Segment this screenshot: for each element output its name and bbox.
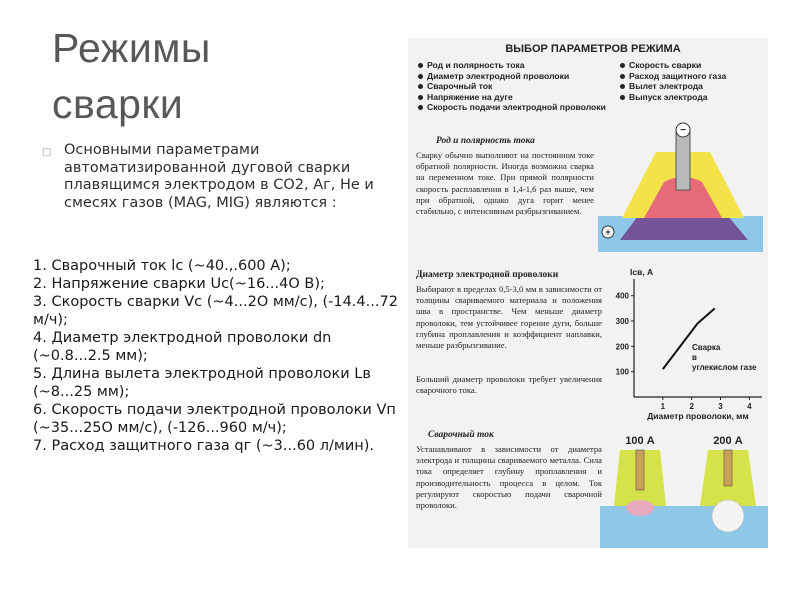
figure-list-item: Род и полярность тока (418, 60, 618, 71)
chart-y-tick-label: 100 (615, 367, 629, 377)
figure-title: ВЫБОР ПАРАМЕТРОВ РЕЖИМА (505, 43, 681, 55)
figure-list-item: Напряжение на дуге (418, 92, 618, 103)
param-item: 7. Расход защитного газа qг (~3...60 л/мин). (33, 438, 375, 454)
bullet-icon: □ (42, 147, 52, 158)
section-text-diameter-2: Больший диаметр проволоки требует увеличения сварочного тока. (416, 374, 602, 396)
electrode-100a (636, 450, 644, 490)
intro-text: Основными параметрами автоматизированной дуговой сварки плавящимся электродом в СО2, Аг, Не и смесях газов (MAG, MIG) являются : (64, 142, 374, 211)
param-item: 2. Напряжение сварки Uc(~16...4O В); (33, 276, 325, 292)
param-item: 3. Скорость сварки Vc (~4...2O мм/с), (-14.4...72 м/ч); (33, 294, 398, 328)
param-item: 6. Скорость подачи электродной проволоки Vп (~35...25О мм/с), (-126...960 м/ч); (33, 402, 396, 436)
params-list (33, 257, 405, 455)
plus-sign: + (605, 227, 611, 237)
page-title (52, 20, 211, 132)
chart-y-tick-label: 300 (615, 317, 629, 326)
chart-x-tick-label: 3 (718, 402, 723, 411)
section-text-diameter: Выбирают в пределах 0,5-3,0 мм в зависимости от толщины свариваемого материала и положения шва в пространстве. Чем меньше диаметр проволоки, тем устойчивее горение дуги, больше глубина проплавления и коэффициент наплавки, меньше разбрызгивание. (416, 284, 602, 351)
figure-list-item: Скорость подачи электродной проволоки (418, 102, 618, 113)
figure-list-item: Сварочный ток (418, 81, 618, 92)
figure-list-item: Скорость сварки (620, 60, 765, 71)
chart-annotation-line-2: в (692, 353, 697, 362)
electrode-200a (724, 450, 732, 486)
figure-list-item: Вылет электрода (620, 81, 765, 92)
section-head-current: Сварочный ток (428, 430, 494, 440)
chart-xlabel: Диаметр проволоки, мм (647, 411, 749, 421)
title-line-2: сварки (52, 81, 184, 127)
chart-annotation-line-3: углекислом газе (692, 363, 757, 372)
param-item: 5. Длина вылета электродной проволоки Lв (~8...25 мм); (33, 366, 371, 400)
chart-annotation (692, 343, 757, 372)
current-comparison-illustration (600, 430, 768, 548)
figure-list-item: Диаметр электродной проволоки (418, 71, 618, 82)
section-head-diameter: Диаметр электродной проволоки (416, 270, 559, 280)
section-text-polarity: Сварку обычно выполняют на постоянном токе обратной полярности. Иногда возможна сварка на переменном токе. При прямой полярности скорость расплавления в 1,4-1,6 раз выше, чем при обратной, однако дуга горит менее стабильно, с интенсивным разбрызгиванием. (416, 150, 594, 217)
weld-pool-200a (712, 500, 744, 532)
param-item: 4. Диаметр электродной проволоки dn (~0.8...2.5 мм); (33, 330, 332, 364)
figure-list-right (620, 60, 765, 102)
figure-list-left (418, 60, 618, 113)
chart-y-tick-label: 400 (615, 291, 629, 301)
torch-illustration (598, 122, 763, 252)
intro-paragraph (42, 142, 397, 212)
section-text-current: Устанавливают в зависимости от диаметра электрода и толщины свариваемого металла. Сила тока определяет глубину проплавления и производительность процесса в целом. Ток регулируют скоростью подачи сварочной проволоки. (416, 444, 602, 511)
param-item: 1. Сварочный ток lc (~40.,.600 А); (33, 258, 291, 274)
chart-annotation-line-1: Сварка (692, 343, 721, 352)
chart-y-tick-label: 200 (615, 342, 629, 352)
welding-parameters-figure (408, 38, 768, 548)
figure-list-item: Расход защитного газа (620, 71, 765, 82)
current-diameter-chart (600, 263, 768, 423)
section-head-polarity: Род и полярность тока (436, 136, 535, 146)
chart-x-tick-label: 2 (689, 402, 694, 411)
title-line-1: Режимы (52, 25, 211, 71)
chart-series-line (663, 308, 715, 369)
figure-list-item: Выпуск электрода (620, 92, 765, 103)
weld-pool-100a (626, 500, 654, 516)
chart-x-tick-label: 1 (660, 402, 666, 411)
electrode-wire (676, 132, 690, 190)
label-200a: 200 А (713, 435, 743, 447)
label-100a: 100 А (625, 435, 655, 447)
chart-x-tick-label: 4 (747, 402, 752, 411)
minus-sign: − (680, 125, 686, 136)
chart-ylabel: Iсв, А (630, 267, 654, 277)
weld-bead (620, 216, 748, 240)
